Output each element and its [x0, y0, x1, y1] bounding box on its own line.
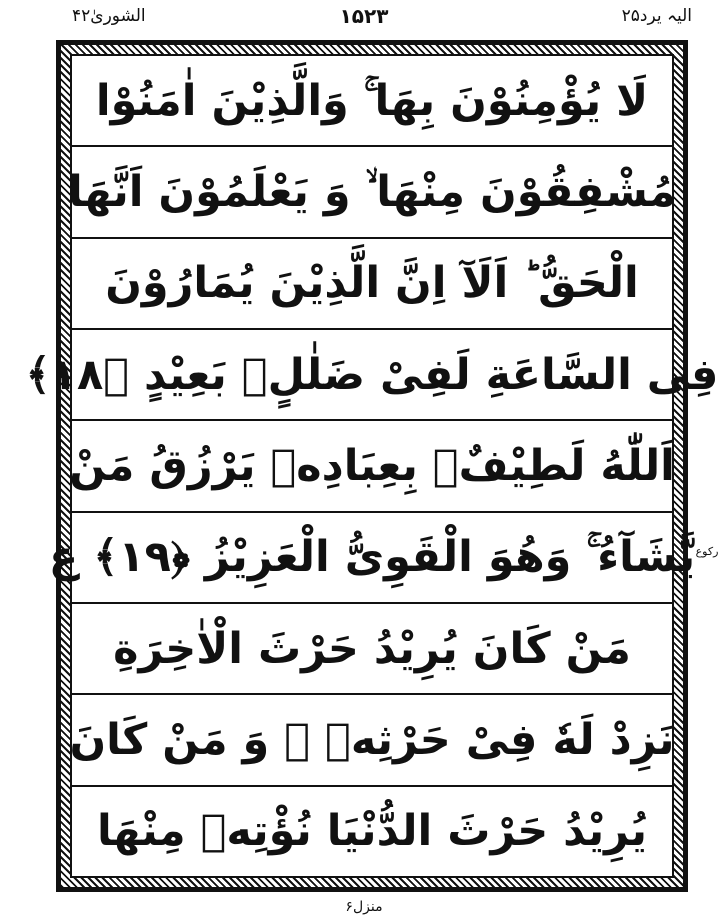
text-line-6: یَّشَآءُ ۚ وَهُوَ الْقَوِیُّ الْعَزِیْزُ ﴿۱۹﴾ ع: [72, 513, 672, 604]
surah-name: الشوریٰ۴۲: [72, 6, 146, 26]
page-number: ۱۵۲۳: [339, 4, 389, 28]
text-line-8: نَزِدْ لَهٗ فِیْ حَرْثِهٖ ۚ وَ مَنْ كَانَ: [72, 695, 672, 786]
text-line-1: لَا یُؤْمِنُوْنَ بِهَا ۚ وَالَّذِیْنَ اٰمَنُوْا: [72, 56, 672, 147]
ruku-margin-mark: رکوع: [695, 545, 719, 558]
text-line-9: یُرِیْدُ حَرْثَ الدُّنْیَا نُؤْتِهٖ مِنْهَا: [96, 806, 648, 857]
text-line-5: اَللّٰهُ لَطِیْفٌۢ بِعِبَادِهٖ یَرْزُقُ مَنْ: [72, 421, 672, 512]
juz-name: الیہ یرد۲۵: [621, 6, 692, 26]
page-header: [0, 0, 728, 38]
manzil-label: منزل۶: [345, 899, 383, 915]
text-line-3: الْحَقُّ ؕ اَلَآ اِنَّ الَّذِیْنَ یُمَارُوْنَ: [72, 239, 672, 330]
text-line-2: مُشْفِقُوْنَ مِنْهَا ۙ وَ یَعْلَمُوْنَ اَنَّهَا: [72, 147, 672, 238]
text-line-7: مَنْ كَانَ یُرِیْدُ حَرْثَ الْاٰخِرَةِ: [72, 604, 672, 695]
text-line-4: فِی السَّاعَةِ لَفِیْ ضَلٰلٍۭ بَعِیْدٍ ﴿۱۸﴾: [72, 330, 672, 421]
